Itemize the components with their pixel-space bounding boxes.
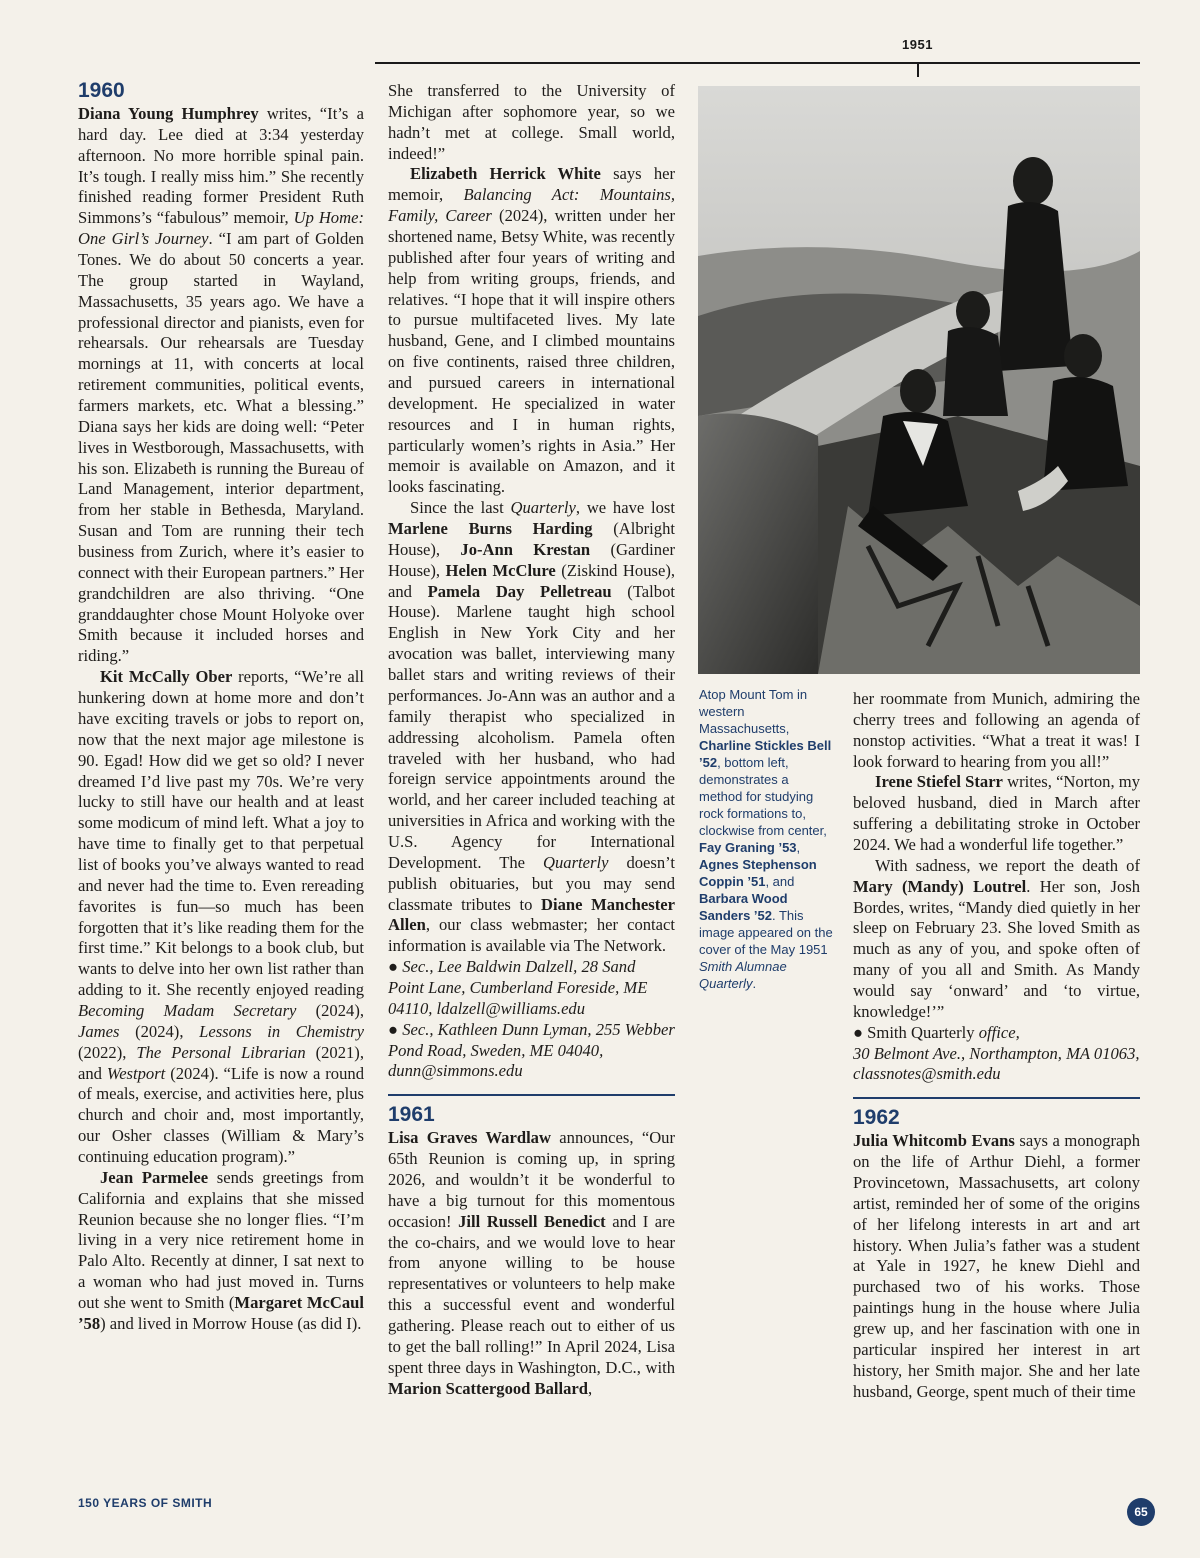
paragraph: Irene Stiefel Starr writes, “Norton, my beloved husband, died in March after suffering a debilitating stroke in October 2024. We had a wonderful life together.” [853,772,1141,855]
classmate-name: Elizabeth Herrick White [410,164,601,184]
classmate-name: Irene Stiefel Starr [875,772,1003,792]
column-1 [78,78,364,1335]
classmate-name: Kit McCally Ober [100,667,233,687]
photo-illustration [698,86,1140,674]
paragraph: Diana Young Humphrey writes, “It’s a hard day. Lee died at 3:34 yesterday afternoon. No more horrible spinal pain. It’s tough. I really miss him.” She recently finished reading former President Ruth Simmons’s “fabulous” memoir, Up Home: One Girl’s Journey. “I am part of Golden Tones. We do about 50 concerts a year. The group started in Wayland, Massachusetts, 35 years ago. We have a professional director and pianists, even for rehearsals. Our rehearsals are Tuesday mornings at 11, with concerts at local retirement communities, political events, farmers markets, etc. What a blessing.” Diana says her kids are doing well: “Peter lives in Westborough, Massachusetts, with his son. Elizabeth is running the Bureau of Land Management, interior department, from her stable in Bethesda, Maryland. Susan and Tom are running their tech business from Zurich, where it’s easier to connect with their European partners.” Her grandchildren are also thriving. “One granddaughter chose Mount Holyoke over Smith because it included horses and riding.” [78,104,364,666]
classmate-name: Jo-Ann Krestan [460,539,591,559]
year-heading-1962: 1962 [853,1106,900,1130]
classmate-name: Diana Young Humphrey [78,104,259,123]
year-heading-1960: 1960 [78,79,125,102]
paragraph: her roommate from Munich, admiring the cherry trees and following an agenda of nonstop activities. “What a treat it was! I look forward to hearing from you all!” [853,689,1140,771]
paragraph: Elizabeth Herrick White says her memoir, Balancing Act: Mountains, Family, Career (2024), written under her shortened name, Betsy White, was recently published after four years of writing and help from writing groups, friends, and relatives. “I hope that it will inspire others to pursue multifaceted lives. My late husband, Gene, and I climbed mountains on five continents, raised three children, and pursued careers in international development. He specialized in water resources and I in human rights, particularly women’s rights in Asia.” Her memoir is available on Amazon, and it looks fascinating. [388,164,676,497]
paragraph: With sadness, we report the death of Mary (Mandy) Loutrel. Her son, Josh Bordes, writes, “Mandy died quietly in her sleep on February 23. She loved Smith as much as any of you, and spoke often of many of you all and Smith. As Mandy would say ‘onward’ and ‘to virtue, knowledge!’” [853,855,1140,1021]
classmate-name: Marlene Burns Harding [388,519,593,539]
bullet-icon: ● [388,1019,399,1039]
secretary-contacts [388,957,675,1082]
running-header-year: 1951 [902,37,933,52]
book-title: Westport [106,1063,166,1083]
paragraph: Since the last Quarterly, we have lost Marlene Burns Harding (Albright House), Jo-Ann Krestan (Gardiner House), Helen McClure (Ziskind House), and Pamela Day Pelletreau (Talbot House). Marlene taught high school English in New York City and her avocation was ballet, interviewing many ballet stars and writing reviews of their performances. Jo-Ann was an author and a family therapist who specialized in addressing alcoholism. Pamela often traveled with her husband, who had foreign service appointments around the world, and her career included teaching at universities in Africa and working with the U.S. Agency for International Development. The Quarterly doesn’t publish obituaries, but you may send classmate tributes to Diane Manchester Allen, our class webmaster; her contact information is available via The Network. [388,498,676,956]
footer-label: 150 YEARS OF SMITH [78,1496,213,1510]
classmate-name: Marion Scattergood Ballard [388,1378,589,1398]
page-number: 65 [1127,1498,1155,1526]
book-title: Lessons in Chemistry [199,1021,365,1041]
classmate-name: Diane Manchester Allen [388,894,675,935]
header-rule [375,62,1140,64]
column-2 [388,81,675,1399]
section-divider [853,1097,1140,1099]
bullet-icon: ● [853,1022,864,1042]
book-title: Up Home: One Girl’s Journey [78,208,364,249]
photo-caption: Atop Mount Tom in western Massachusetts, Charline Stickles Bell ’52, bottom left, demonstrates a method for studying rock formations to, clockwise from center, Fay Graning ’53, Agnes Stephenson Coppin ’51, and Barbara Wood Sanders ’52. This image appeared on the cover of the May 1951 Smith Alumnae Quarterly. [699,687,833,991]
book-title: The Personal Librarian [136,1042,306,1062]
bullet-icon: ● [388,957,399,977]
secretary-contact: ● Sec., Lee Baldwin Dalzell, 28 Sand Point Lane, Cumberland Foreside, ME 04110, ldalzell@williams.edu [388,957,648,1018]
secretary-contacts [853,1023,1140,1086]
classmate-name: Mary (Mandy) Loutrel [853,876,1027,896]
book-title: Becoming Madam Secretary [78,1000,297,1020]
column-4 [853,689,1140,1403]
book-title: James [78,1021,120,1041]
book-title: Balancing Act: Mountains, Family, Career [388,185,675,226]
paragraph: She transferred to the University of Michigan after sophomore year, so we hadn’t met at college. Small world, indeed!” [388,81,675,163]
year-heading-1961: 1961 [388,1103,435,1127]
section-divider [388,1094,675,1096]
secretary-contact: ● Sec., Kathleen Dunn Lyman, 255 Webber Pond Road, Sweden, ME 04040, dunn@simmons.edu [388,1019,675,1081]
classmate-name: Helen McClure [445,560,556,580]
classmate-name: Julia Whitcomb Evans [853,1131,1015,1151]
header-tick [917,63,919,77]
archival-photo [698,86,1140,674]
secretary-contact: ● Smith Quarterly office, 30 Belmont Ave., Northampton, MA 01063, classnotes@smith.edu [853,1022,1140,1084]
paragraph: Kit McCally Ober reports, “We’re all hunkering down at home more and don’t have exciting travels or jobs to report on, now that the next major age milestone is 90. Egad! How did we get so old? I never dreamed I’d live past my 70s. We’re very lucky to still have our health and at least some modicum of mind left. What a joy to have time to finally get to that perpetual list of books you’ve always wanted to read and never had the time to. Even rereading favorites is fun—so much has been forgotten that it’s like reading them for the first time.” Kit belongs to a book club, but wants to delve into her own list rather than adding to it. She recently enjoyed reading Becoming Madam Secretary (2024), James (2024), Lessons in Chemistry (2022), The Personal Librarian (2021), and Westport (2024). “Life is now a round of meals, exercise, and activities here, plus church and choir and, most importantly, our Osher classes (William & Mary’s continuing education program).” [78,667,365,1166]
classmate-name: Jean Parmelee [100,1167,209,1187]
classmate-name: Lisa Graves Wardlaw [388,1128,551,1148]
classmate-name: Jill Russell Benedict [458,1211,606,1231]
classmate-name: Margaret McCaul ’58 [78,1292,364,1333]
paragraph: Jean Parmelee sends greetings from California and explains that she missed Reunion because she no longer flies. “I’m living in a very nice retirement home in Palo Alto. Recently at dinner, I sat next to a woman who had just moved in. Turns out she went to Smith (Margaret McCaul ’58) and lived in Morrow House (as did I). [78,1167,364,1333]
paragraph: Julia Whitcomb Evans says a monograph on the life of Arthur Diehl, a former Provincetown, Massachusetts, art colony artist, reminded her of some of the origins of her lifelong interests in art and art history. When Julia’s father was a student at Yale in 1927, he knew Diehl and purchased two of his works. Those paintings hung in the house where Julia grew up, and her fascination with one in particular inspired her interest in art history, her Smith major. She and her late husband, George, spent much of their time [853,1131,1141,1401]
paragraph: Lisa Graves Wardlaw announces, “Our 65th Reunion is coming up, in spring 2026, and wouldn’t it be wonderful to have a big turnout for this momentous occasion! Jill Russell Benedict and I are the co-chairs, and we would love to hear from anyone willing to be house representatives or volunteers to help make this a successful event and wonderful gathering. Please reach out to either of us to get the ball rolling!” In April 2024, Lisa spent three days in Washington, D.C., with Marion Scattergood Ballard, [388,1128,676,1398]
classmate-name: Pamela Day Pelletreau [427,581,612,601]
